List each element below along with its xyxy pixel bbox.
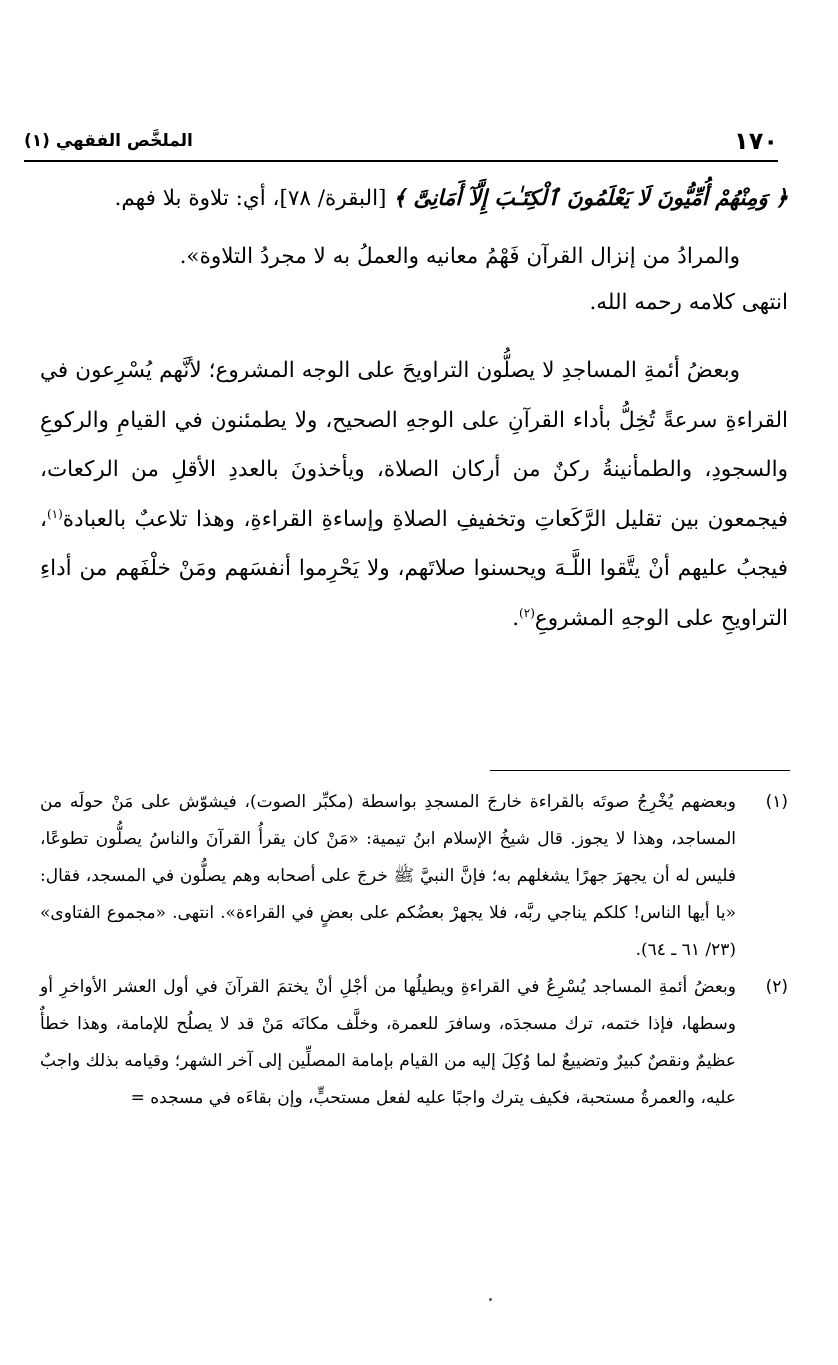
main-paragraph xyxy=(40,346,788,643)
quran-verse: ﴿ وَمِنْهُمْ أُمِّيُّونَ لَا يَعْلَمُونَ ٱلْكِتَـٰبَ إِلَّآ أَمَانِىَّ ﴾ xyxy=(393,186,788,211)
main-paragraph-text: وبعضُ أئمةِ المساجدِ لا يصلُّون التراويحَ على الوجه المشروع؛ لأنَّهم يُسْرِعون في القراءةِ سرعةً تُخِلُّ بأداء القرآنِ على الوجهِ الصحيح، ولا يطمئنون في القيامِ والركوعِ والسجودِ، والطمأنينةُ ركنٌ من أركان الصلاة، ويأخذونَ بالعددِ الأقلِ من الركعات، فيجمعون بين تقليل الرَّكَعاتِ وتخفيفِ الصلاةِ وإساءةِ القراءةِ، وهذا تلاعبٌ بالعبادة xyxy=(40,358,788,532)
main-paragraph-end: . xyxy=(512,605,520,631)
footnotes-section xyxy=(40,784,788,1117)
footnote-1 xyxy=(40,784,788,969)
murad-paragraph: والمرادُ من إنزال القرآن فَهْمُ معانيه والعملُ به لا مجردُ التلاوة». xyxy=(179,244,740,269)
verse-reference: [البقرة/ ٧٨]، أي: تلاوة بلا فهم. xyxy=(114,186,394,211)
footnote-number: (١) xyxy=(765,792,788,812)
scan-speck xyxy=(489,1298,492,1301)
page-header xyxy=(24,122,778,162)
footnote-number: (٢) xyxy=(765,977,788,997)
footnote-2 xyxy=(40,969,788,1117)
verse-paragraph xyxy=(40,176,788,222)
page-number: ١٧٠ xyxy=(734,127,778,155)
main-paragraph-text-2: ، فيجبُ عليهم أنْ يتَّقوا اللَّـهَ ويحسنوا صلاتَهم، ولا يَحْرِموا أنفسَهم ومَنْ خلْفَهم من أداءِ التراويحِ على الوجهِ المشروعِ xyxy=(40,506,788,631)
intaha-line: انتهى كلامه رحمه الله. xyxy=(589,290,788,315)
footnote-text: وبعضُ أئمةِ المساجد يُسْرِعُ في القراءةِ ويطيلُها من أجْلِ أنْ يختمَ القرآنَ في أول العشر الأواخرِ أو وسطها، فإذا ختمه، ترك مسجدَه، وسافرَ للعمرة، وخلَّف مكانَه مَنْ قد لا يصلُح للإمامة، وهذا خطأٌ عظيمٌ ونقصٌ كبيرٌ وتضييعٌ لما وُكِلَ إليه من القيام بإمامة المصلِّين إلى آخر الشهر؛ وقيامه بذلك واجبٌ عليه، والعمرةُ مستحبة، فكيف يترك واجبًا عليه لفعل مستحبٍّ، وإن بقاءَه في مسجده = xyxy=(40,977,736,1108)
footnote-ref-1[interactable]: (١) xyxy=(46,506,63,521)
footnote-ref-2[interactable]: (٢) xyxy=(519,605,535,620)
main-text xyxy=(40,176,788,643)
footnote-divider xyxy=(490,770,790,771)
footnote-text: وبعضهم يُخْرِجُ صوتَه بالقراءة خارجَ المسجدِ بواسطة (مكبِّر الصوت)، فيشوّش على مَنْ حولَه من المساجد، وهذا لا يجوز. قال شيخُ الإسلام ابنُ تيمية: «مَنْ كان يقرأُ القرآنَ والناسُ يصلُّون تطوعًا، فليس له أن يجهرَ جهرًا يشغلهم به؛ فإنَّ النبيَّ ﷺ خرجَ على أصحابه وهم يصلُّون في المسجد، فقال: «يا أيها الناس! كلكم يناجي ربَّه، فلا يجهرْ بعضُكم على بعضٍ في القراءة». انتهى. «مجموع الفتاوى» (٢٣/ ٦١ ـ ٦٤). xyxy=(40,792,736,960)
book-title: الملخَّص الفقهي (١) xyxy=(24,131,193,151)
